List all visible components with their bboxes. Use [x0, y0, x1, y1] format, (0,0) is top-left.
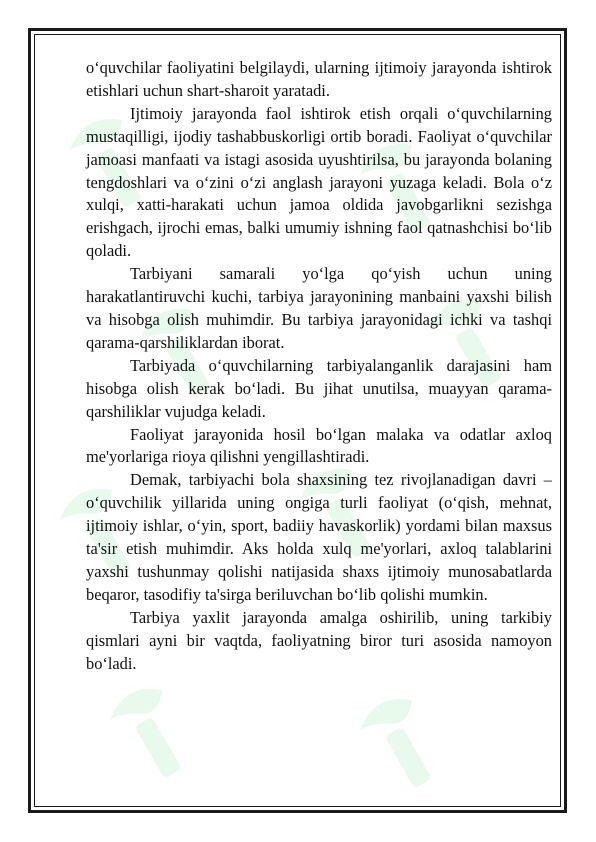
paragraph-4: Tarbiyada o‘quvchilarning tarbiyalanganlik darajasini ham hisobga olish kerak bo‘ladi. Bu jihat unutilsa, muayyan qarama-qarshiliklar vujudga keladi.: [86, 355, 552, 421]
paragraph-7: Tarbiya yaxlit jarayonda amalga oshirilib, uning tarkibiy qismlari ayni bir vaqtda, faoliyatning biror turi asosida namoyon bo‘ladi.: [86, 607, 552, 673]
paragraph-2: Ijtimoiy jarayonda faol ishtirok etish orqali o‘quvchilarning mustaqilligi, ijodiy tashabbuskorligi ortib boradi. Faoliyat o‘quvchilar jamoasi manfaati va istagi asosida uyushtirilsa, bu jarayonda bolaning tengdoshlari va o‘zini o‘zi anglash jarayoni yuzaga keladi. Bola o‘z xulqi, xatti-harakati uchun jamoa oldida javobgarlikni sezishga erishgach, ijrochi emas, balki umumiy ishning faol qatnashchisi bo‘lib qoladi.: [86, 103, 552, 261]
paragraph-6: Demak, tarbiyachi bola shaxsining tez rivojlanadigan davri – o‘quvchilik yillarida uning ongiga turli faoliyat (o‘qish, mehnat, ijtimoiy ishlar, o‘yin, sport, badiiy havaskorlik) yordami bilan maxsus ta'sir etish muhimdir. Aks holda xulq me'yorlari, axloq talablarini yaxshi tushunmay qolishi natijasida shaxs ijtimoiy munosabatlarda beqaror, tasodifiy ta'sirga beriluvchan bo‘lib qolishi mumkin.: [86, 470, 552, 604]
paragraph-3: Tarbiyani samarali yo‘lga qo‘yish uchun uning harakatlantiruvchi kuchi, tarbiya jarayonining manbaini yaxshi bilish va hisobga olish muhimdir. Bu tarbiya jarayonidagi ichki va tashqi qarama-qarshiliklardan iborat.: [86, 264, 552, 352]
paragraph-1: o‘quvchilar faoliyatini belgilaydi, ularning ijtimoiy jarayonda ishtirok etishlari uchun shart-sharoit yaratadi.: [86, 58, 552, 100]
body-text: [86, 57, 552, 675]
paragraph-5: Faoliyat jarayonida hosil bo‘lgan malaka va odatlar axloq me'yorlariga rioya qilishni yengillashtiradi.: [86, 424, 552, 467]
